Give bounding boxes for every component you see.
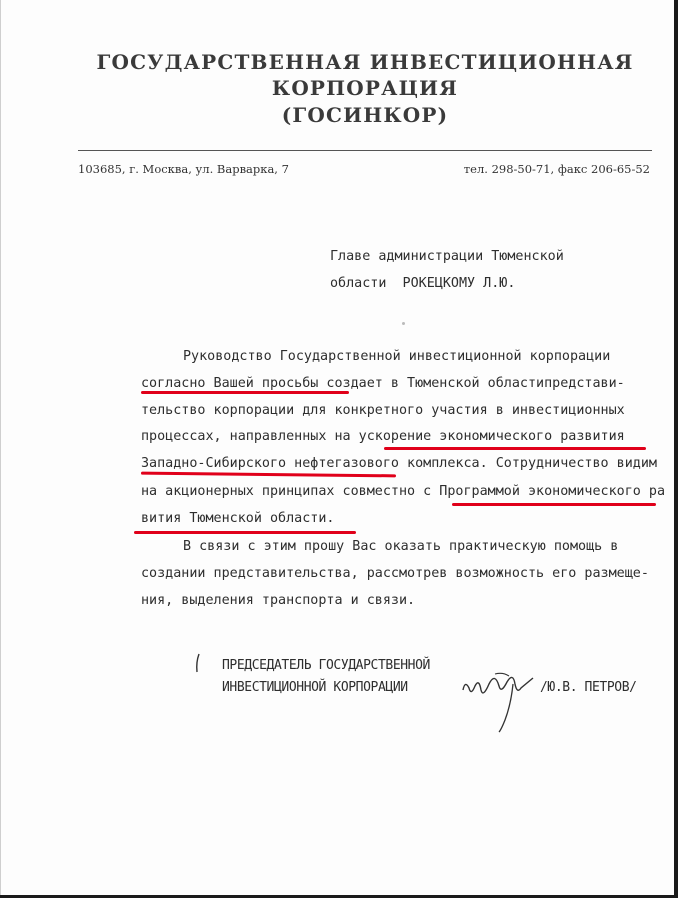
body-line-10: ния, выделения транспорта и связи. (141, 593, 416, 608)
page-left-edge (0, 0, 1, 898)
highlight-underline (384, 447, 646, 450)
page-right-edge (674, 0, 678, 898)
handwritten-signature (455, 660, 540, 735)
addressee-line-1: Главе администрации Тюменской (330, 249, 564, 264)
body-line-6: на акционерных принципах совместно с Программой экономического ра (141, 484, 666, 499)
letterhead-address: 103685, г. Москва, ул. Варварка, 7 (78, 162, 289, 176)
body-line-3: тельство корпорации для конкретного участия в инвестиционных (141, 403, 625, 418)
addressee-line-2: области РОКЕЦКОМУ Л.Ю. (330, 276, 516, 291)
scan-speck (402, 322, 405, 325)
body-line-7: вития Тюменской области. (141, 511, 335, 526)
signatory-name: /Ю.В. ПЕТРОВ/ (540, 680, 637, 695)
body-line-9: создании представительства, рассмотрев возможность его размеще- (141, 566, 649, 581)
body-line-2: согласно Вашей просьбы создает в Тюменской областипредстави- (141, 376, 625, 391)
highlight-underline (141, 472, 396, 478)
letterhead-line-3: (ГОСИНКОР) (281, 103, 449, 127)
signatory-title-line-1: ПРЕДСЕДАТЕЛЬ ГОСУДАРСТВЕННОЙ (222, 658, 430, 673)
body-line-4: процессах, направленных на ускорение экономического развития (141, 429, 625, 444)
letterhead-line-1: ГОСУДАРСТВЕННАЯ ИНВЕСТИЦИОННАЯ (96, 50, 634, 74)
highlight-underline (452, 503, 656, 506)
signatory-title-line-2: ИНВЕСТИЦИОННОЙ КОРПОРАЦИИ (222, 680, 408, 695)
body-line-1: Руководство Государственной инвестиционной корпорации (183, 349, 611, 364)
letterhead-phone-fax: тел. 298-50-71, факс 206-65-52 (463, 162, 650, 176)
highlight-underline (134, 531, 356, 534)
body-line-8: В связи с этим прошу Вас оказать практическую помощь в (183, 539, 619, 554)
highlight-underline (141, 391, 349, 394)
pen-mark (193, 652, 205, 674)
letterhead-line-2: КОРПОРАЦИЯ (271, 76, 459, 100)
body-line-5: Западно-Сибирского нефтегазового комплекса. Сотрудничество видим (141, 456, 657, 471)
letterhead-divider (78, 150, 652, 151)
